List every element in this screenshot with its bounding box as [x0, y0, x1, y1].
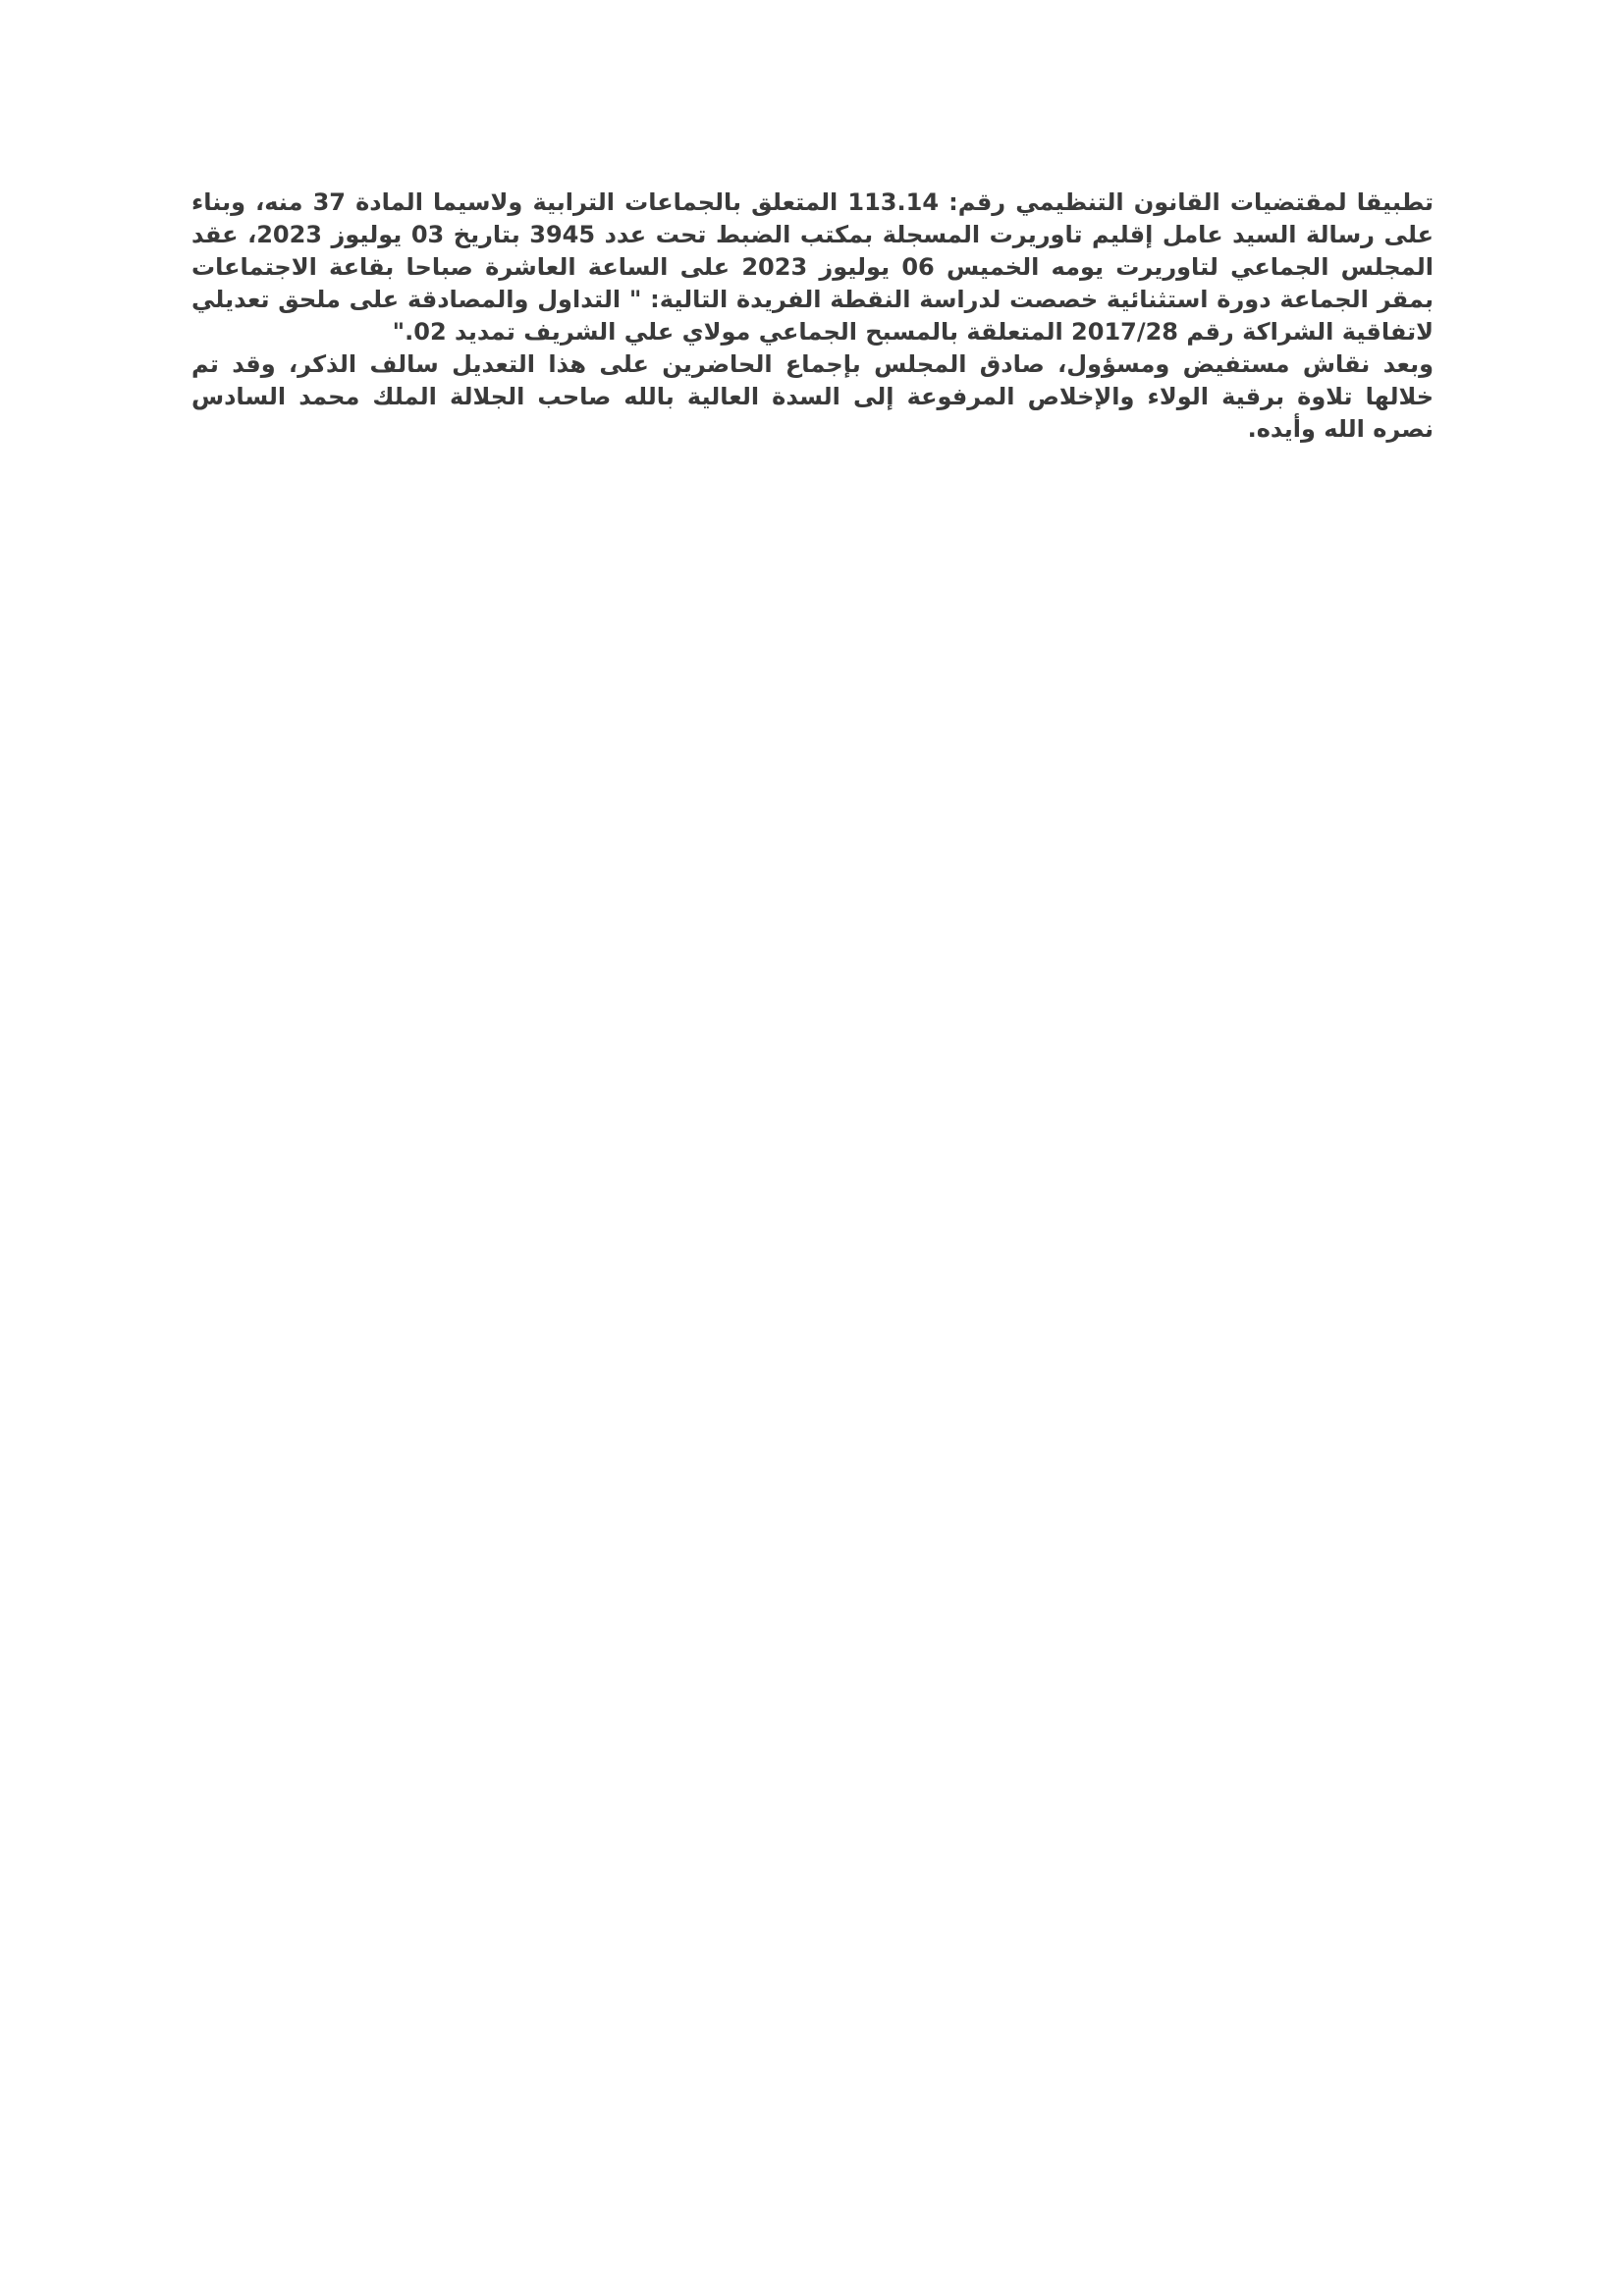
document-body	[191, 187, 1434, 446]
paragraph-approval: وبعد نقاش مستفيض ومسؤول، صادق المجلس بإجماع الحاضرين على هذا التعديل سالف الذكر، وقد تم خلالها تلاوة برقية الولاء والإخلاص المرفوعة إلى السدة العالية بالله صاحب الجلالة الملك محمد السادس نصره الله وأيده.	[191, 350, 1434, 443]
paragraph-session-details: تطبيقا لمقتضيات القانون التنظيمي رقم: 113.14 المتعلق بالجماعات الترابية ولاسيما المادة 37 منه، وبناء على رسالة السيد عامل إقليم تاوريرت المسجلة بمكتب الضبط تحت عدد 3945 بتاريخ 03 يوليوز 2023، عقد المجلس الجماعي لتاوريرت يومه الخميس 06 يوليوز 2023 على الساعة العاشرة صباحا بقاعة الاجتماعات بمقر الجماعة دورة استثنائية خصصت لدراسة النقطة الفريدة التالية: " التداول والمصادقة على ملحق تعديلي لاتفاقية الشراكة رقم 2017/28 المتعلقة بالمسبح الجماعي مولاي علي الشريف تمديد 02."	[191, 188, 1435, 346]
